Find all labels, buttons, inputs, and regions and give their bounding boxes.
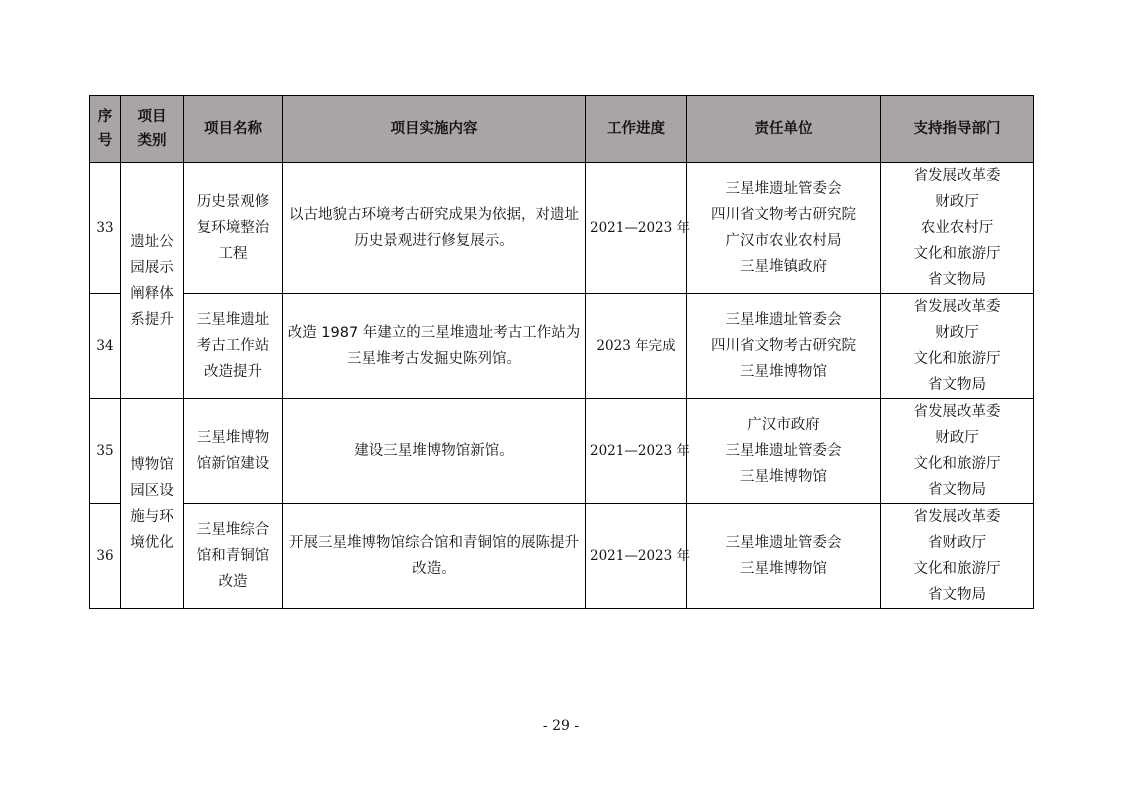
progress-cell: 2023 年完成: [586, 294, 687, 399]
project-name-cell: 三星堆博物 馆新馆建设: [184, 399, 283, 504]
support-cell: 省发展改革委 财政厅 农业农村厅 文化和旅游厅 省文物局: [881, 163, 1034, 294]
support-cell: 省发展改革委 财政厅 文化和旅游厅 省文物局: [881, 399, 1034, 504]
page-number: - 29 -: [542, 718, 580, 734]
progress-cell: 2021—2023 年: [586, 504, 687, 609]
project-name-cell: 三星堆综合 馆和青铜馆 改造: [184, 504, 283, 609]
table-row: [90, 504, 1034, 609]
header-progress: 工作进度: [586, 96, 687, 163]
table-row: [90, 163, 1034, 294]
project-name-cell: 历史景观修 复环境整治 工程: [184, 163, 283, 294]
category-cell: 博物馆 园区设 施与环 境优化: [121, 399, 184, 609]
project-content-cell: 改造 1987 年建立的三星堆遗址考古工作站为三星堆考古发掘史陈列馆。: [283, 294, 586, 399]
header-responsible: 责任单位: [687, 96, 881, 163]
project-name-cell: 三星堆遗址 考古工作站 改造提升: [184, 294, 283, 399]
project-content-cell: 以古地貌古环境考古研究成果为依据，对遗址历史景观进行修复展示。: [283, 163, 586, 294]
project-table: [89, 95, 1034, 609]
project-content-cell: 建设三星堆博物馆新馆。: [283, 399, 586, 504]
header-support: 支持指导部门: [881, 96, 1034, 163]
project-content-cell: 开展三星堆博物馆综合馆和青铜馆的展陈提升改造。: [283, 504, 586, 609]
table-row: [90, 294, 1034, 399]
support-cell: 省发展改革委 省财政厅 文化和旅游厅 省文物局: [881, 504, 1034, 609]
header-row: [90, 96, 1034, 163]
row-number: 34: [90, 294, 121, 399]
progress-cell: 2021—2023 年: [586, 163, 687, 294]
progress-cell: 2021—2023 年: [586, 399, 687, 504]
row-number: 36: [90, 504, 121, 609]
responsible-cell: 三星堆遗址管委会 四川省文物考古研究院 广汉市农业农村局 三星堆镇政府: [687, 163, 881, 294]
responsible-cell: 三星堆遗址管委会 三星堆博物馆: [687, 504, 881, 609]
header-category: 项目 类别: [121, 96, 184, 163]
header-num: 序 号: [90, 96, 121, 163]
responsible-cell: 广汉市政府 三星堆遗址管委会 三星堆博物馆: [687, 399, 881, 504]
category-cell: 遗址公 园展示 阐释体 系提升: [121, 163, 184, 399]
header-name: 项目名称: [184, 96, 283, 163]
responsible-cell: 三星堆遗址管委会 四川省文物考古研究院 三星堆博物馆: [687, 294, 881, 399]
support-cell: 省发展改革委 财政厅 文化和旅游厅 省文物局: [881, 294, 1034, 399]
header-content: 项目实施内容: [283, 96, 586, 163]
table-row: [90, 399, 1034, 504]
row-number: 35: [90, 399, 121, 504]
row-number: 33: [90, 163, 121, 294]
